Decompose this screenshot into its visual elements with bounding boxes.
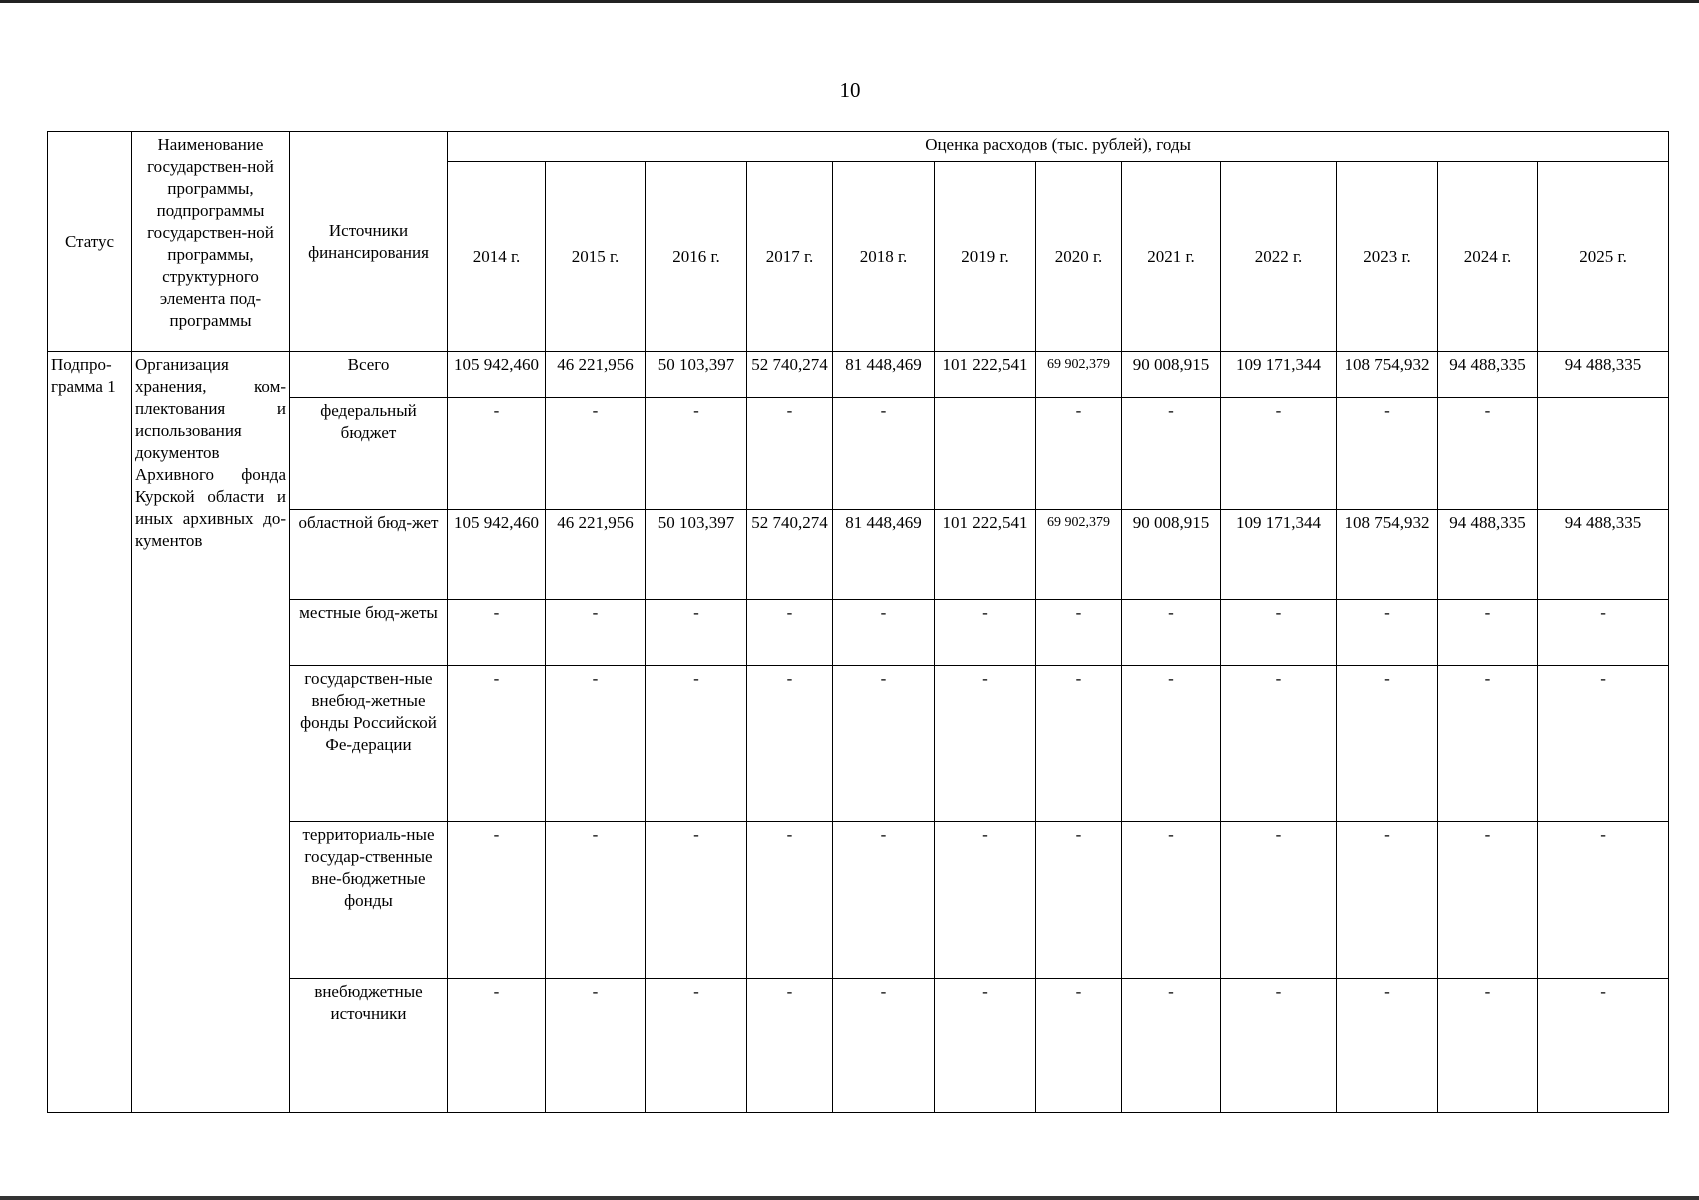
amount-cell: - — [1221, 979, 1337, 1113]
amount-cell: - — [1221, 600, 1337, 666]
amount-cell: - — [935, 600, 1036, 666]
amount-cell: 108 754,932 — [1337, 352, 1438, 398]
amount-cell: - — [546, 666, 646, 822]
amount-cell — [935, 398, 1036, 510]
header-status: Статус — [48, 132, 132, 352]
expenditure-table — [47, 131, 1669, 1113]
funding-source: местные бюд-жеты — [290, 600, 448, 666]
scan-edge-top — [0, 0, 1699, 3]
amount-cell: - — [1337, 822, 1438, 979]
funding-row — [48, 666, 1669, 822]
amount-cell: 69 902,379 — [1036, 510, 1122, 600]
header-year: 2021 г. — [1122, 162, 1221, 352]
funding-source: Всего — [290, 352, 448, 398]
amount-cell: 52 740,274 — [747, 510, 833, 600]
amount-cell: 46 221,956 — [546, 352, 646, 398]
amount-cell: 109 171,344 — [1221, 510, 1337, 600]
amount-cell: 94 488,335 — [1538, 510, 1669, 600]
funding-row — [48, 979, 1669, 1113]
amount-cell: 69 902,379 — [1036, 352, 1122, 398]
amount-cell: - — [935, 822, 1036, 979]
amount-cell: 105 942,460 — [448, 510, 546, 600]
funding-row — [48, 352, 1669, 398]
amount-cell: - — [1036, 666, 1122, 822]
amount-cell: - — [1122, 822, 1221, 979]
amount-cell: 105 942,460 — [448, 352, 546, 398]
amount-cell: 46 221,956 — [546, 510, 646, 600]
amount-cell: - — [833, 666, 935, 822]
amount-cell: - — [448, 398, 546, 510]
funding-row — [48, 510, 1669, 600]
amount-cell: - — [1221, 822, 1337, 979]
header-year: 2023 г. — [1337, 162, 1438, 352]
funding-source: территориаль-ные государ-ственные вне-бюджетные фонды — [290, 822, 448, 979]
amount-cell: - — [1036, 398, 1122, 510]
amount-cell: - — [546, 600, 646, 666]
amount-cell: - — [935, 979, 1036, 1113]
table-body — [48, 132, 1669, 1113]
amount-cell: 81 448,469 — [833, 510, 935, 600]
amount-cell: - — [1036, 600, 1122, 666]
amount-cell: - — [833, 822, 935, 979]
amount-cell: 101 222,541 — [935, 352, 1036, 398]
amount-cell: - — [1122, 979, 1221, 1113]
amount-cell: - — [1438, 979, 1538, 1113]
amount-cell: 101 222,541 — [935, 510, 1036, 600]
amount-cell: - — [1036, 979, 1122, 1113]
amount-cell: 108 754,932 — [1337, 510, 1438, 600]
amount-cell: - — [1036, 822, 1122, 979]
header-year: 2024 г. — [1438, 162, 1538, 352]
amount-cell: - — [1538, 666, 1669, 822]
header-year: 2016 г. — [646, 162, 747, 352]
amount-cell: - — [1337, 979, 1438, 1113]
amount-cell: 52 740,274 — [747, 352, 833, 398]
funding-source: внебюджетные источники — [290, 979, 448, 1113]
header-year: 2019 г. — [935, 162, 1036, 352]
amount-cell: - — [1122, 666, 1221, 822]
amount-cell: - — [1122, 398, 1221, 510]
amount-cell: 81 448,469 — [833, 352, 935, 398]
header-year: 2014 г. — [448, 162, 546, 352]
amount-cell: - — [747, 600, 833, 666]
amount-cell: - — [747, 666, 833, 822]
amount-cell: 94 488,335 — [1538, 352, 1669, 398]
amount-cell: 50 103,397 — [646, 510, 747, 600]
amount-cell: - — [1438, 398, 1538, 510]
header-program-name: Наименование государствен-ной программы, подпрограммы государствен-ной программы, структурного элемента под-программы — [132, 132, 290, 352]
page-number: 10 — [839, 78, 861, 102]
amount-cell: - — [1438, 822, 1538, 979]
scan-edge-bottom — [0, 1196, 1699, 1200]
header-year: 2025 г. — [1538, 162, 1669, 352]
amount-cell: - — [1438, 666, 1538, 822]
header-year: 2015 г. — [546, 162, 646, 352]
funding-row — [48, 398, 1669, 510]
amount-cell: 90 008,915 — [1122, 352, 1221, 398]
header-year: 2020 г. — [1036, 162, 1122, 352]
header-year: 2022 г. — [1221, 162, 1337, 352]
amount-cell: - — [1337, 398, 1438, 510]
amount-cell: - — [448, 979, 546, 1113]
amount-cell: 109 171,344 — [1221, 352, 1337, 398]
funding-source: государствен-ные внебюд-жетные фонды Российской Фе-дерации — [290, 666, 448, 822]
funding-row — [48, 600, 1669, 666]
amount-cell: - — [747, 979, 833, 1113]
amount-cell: - — [833, 398, 935, 510]
amount-cell: - — [546, 979, 646, 1113]
amount-cell: - — [747, 822, 833, 979]
header-funding-sources: Источники финансирования — [290, 132, 448, 352]
amount-cell: - — [1221, 666, 1337, 822]
funding-source: федеральный бюджет — [290, 398, 448, 510]
amount-cell: - — [1337, 666, 1438, 822]
amount-cell: - — [448, 822, 546, 979]
amount-cell: - — [1122, 600, 1221, 666]
amount-cell: - — [1337, 600, 1438, 666]
amount-cell: - — [747, 398, 833, 510]
header-expenditure-estimate: Оценка расходов (тыс. рублей), годы — [448, 132, 1669, 162]
amount-cell: - — [448, 666, 546, 822]
program-status: Подпро-грамма 1 — [48, 352, 132, 1113]
funding-row — [48, 822, 1669, 979]
amount-cell: 94 488,335 — [1438, 352, 1538, 398]
program-name: Организация хранения, ком-плектования и использования документов Архивного фонда Курской области и иных архивных до-кументов — [132, 352, 290, 1113]
amount-cell: - — [1538, 979, 1669, 1113]
amount-cell: - — [646, 666, 747, 822]
amount-cell: - — [1538, 822, 1669, 979]
header-year: 2018 г. — [833, 162, 935, 352]
amount-cell: - — [646, 822, 747, 979]
amount-cell: - — [448, 600, 546, 666]
amount-cell: 94 488,335 — [1438, 510, 1538, 600]
amount-cell: - — [1438, 600, 1538, 666]
amount-cell: 50 103,397 — [646, 352, 747, 398]
amount-cell: - — [546, 398, 646, 510]
amount-cell: 90 008,915 — [1122, 510, 1221, 600]
amount-cell: - — [646, 979, 747, 1113]
amount-cell — [1538, 398, 1669, 510]
amount-cell: - — [1538, 600, 1669, 666]
amount-cell: - — [546, 822, 646, 979]
funding-source: областной бюд-жет — [290, 510, 448, 600]
header-row — [48, 132, 1669, 162]
amount-cell: - — [935, 666, 1036, 822]
header-year: 2017 г. — [747, 162, 833, 352]
amount-cell: - — [833, 979, 935, 1113]
amount-cell: - — [833, 600, 935, 666]
amount-cell: - — [1221, 398, 1337, 510]
amount-cell: - — [646, 398, 747, 510]
amount-cell: - — [646, 600, 747, 666]
